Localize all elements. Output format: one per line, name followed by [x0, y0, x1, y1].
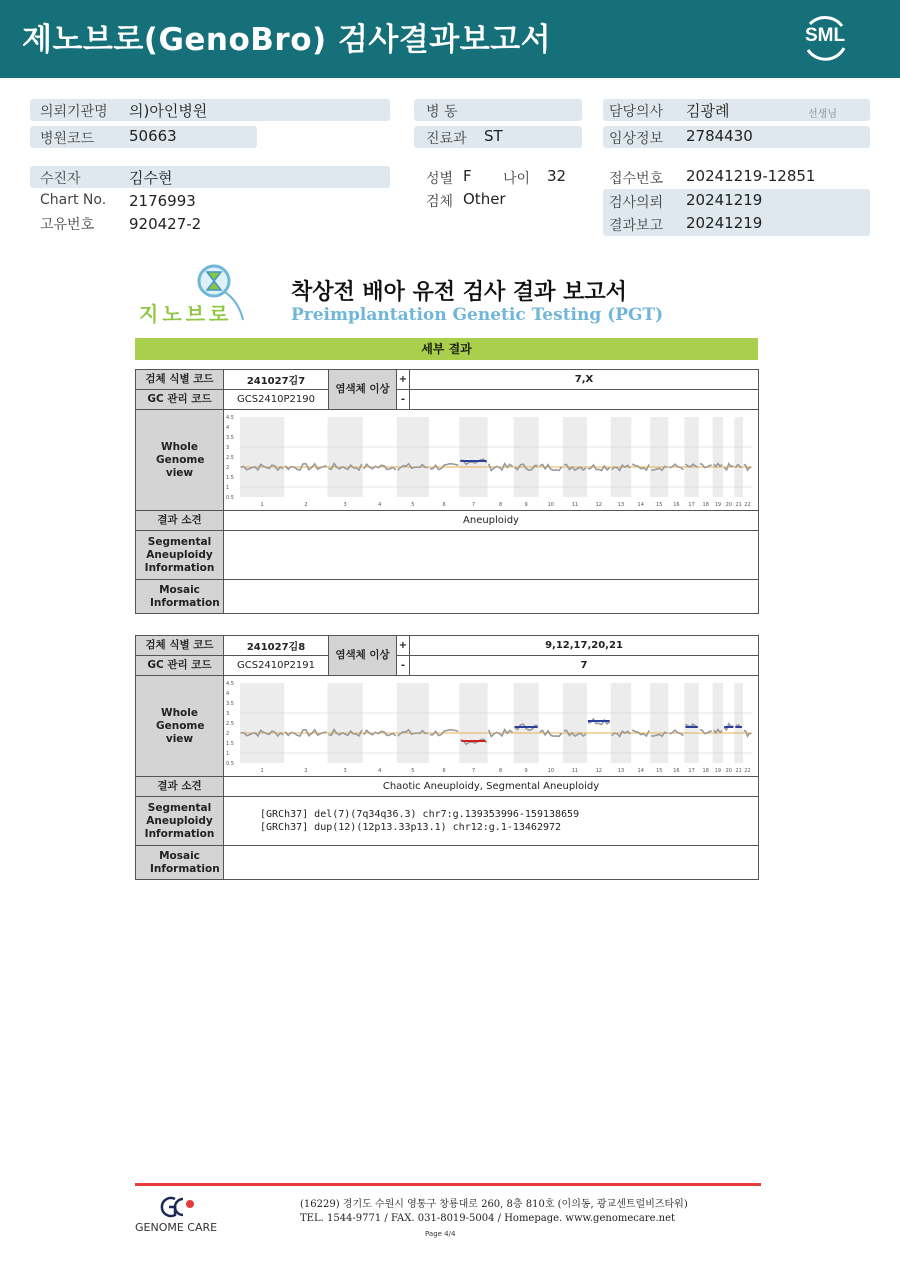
- clinical-label: 임상정보: [609, 131, 664, 147]
- chrom-abnormal-label: 염색체 이상: [329, 370, 397, 410]
- chrom-abnormal-label: 염색체 이상: [329, 636, 397, 676]
- segmental-label: Segmental Aneuploidy Information: [136, 531, 224, 580]
- loss-sign: -: [397, 656, 410, 676]
- unique-no-label: 고유번호: [40, 217, 95, 233]
- chromosome-band: [734, 417, 743, 497]
- footer-contact: TEL. 1544-9771 / FAX. 031-8019-5004 / Homepage. www.genomecare.net: [300, 1213, 676, 1224]
- whole-genome-label: Whole Genome view: [136, 410, 224, 511]
- y-tick-label: 3: [226, 710, 230, 717]
- chart-no-value: 2176993: [129, 192, 196, 210]
- sml-logo: [800, 12, 850, 62]
- hospital-code-label: 병원코드: [40, 131, 95, 147]
- specimen-label: 검체: [426, 194, 454, 210]
- y-tick-label: 4: [226, 424, 230, 431]
- x-tick-label: 13: [617, 501, 625, 508]
- x-tick-label: 22: [744, 501, 751, 508]
- segmental-line: [GRCh37] del(7)(7q34q36.3) chr7:g.139353996-159138659: [260, 809, 580, 820]
- section-header: 세부 결과: [135, 338, 758, 360]
- gc-code-value: GCS2410P2190: [224, 390, 329, 410]
- chromosome-band: [650, 417, 668, 497]
- request-value: 20241219: [686, 191, 763, 209]
- segmental-label: Segmental Aneuploidy Information: [136, 797, 224, 846]
- clinical-value: 2784430: [686, 127, 753, 145]
- report-subtitle: Preimplantation Genetic Testing (PGT): [291, 305, 664, 325]
- sample-code-label: 검체 식별 코드: [136, 636, 224, 656]
- ward-label: 병 동: [426, 104, 458, 120]
- genome-chart: [224, 677, 758, 776]
- x-tick-label: 2: [304, 501, 308, 508]
- mosaic-value: [224, 846, 759, 880]
- chromosome-band: [328, 683, 363, 763]
- x-tick-label: 7: [471, 501, 476, 508]
- chart-no-label: Chart No.: [40, 192, 107, 208]
- y-tick-label: 1.5: [226, 740, 234, 747]
- gc-code-value: GCS2410P2191: [224, 656, 329, 676]
- x-tick-label: 8: [499, 501, 503, 508]
- y-tick-label: 3.5: [226, 434, 234, 441]
- y-tick-label: 2: [226, 730, 230, 737]
- sml-logo-text: SML: [804, 25, 846, 46]
- y-tick-label: 4.5: [226, 414, 234, 421]
- chromosome-band: [684, 683, 698, 763]
- x-tick-label: 17: [688, 767, 695, 774]
- chromosome-band: [459, 683, 487, 763]
- chromosome-band: [563, 683, 587, 763]
- y-tick-label: 1.5: [226, 474, 234, 481]
- age-label: 나이: [503, 171, 531, 187]
- y-tick-label: 0.5: [226, 760, 234, 767]
- x-tick-label: 8: [499, 767, 503, 774]
- loss-sign: -: [397, 390, 410, 410]
- x-tick-label: 11: [571, 767, 579, 774]
- genome-care-logo-icon: [157, 1195, 199, 1219]
- gc-code-label: GC 관리 코드: [136, 390, 224, 410]
- chromosome-band: [650, 683, 668, 763]
- chromosome-band: [514, 417, 539, 497]
- footer-address-block: [300, 1198, 688, 1226]
- footer-divider: [135, 1183, 761, 1186]
- chromosome-band: [514, 683, 539, 763]
- request-label: 검사의뢰: [609, 195, 664, 211]
- sample-code-value: 241027김7: [224, 370, 329, 390]
- x-tick-label: 1: [260, 501, 264, 508]
- header-bar: [0, 0, 900, 78]
- x-tick-label: 18: [702, 767, 709, 774]
- x-tick-label: 19: [714, 767, 722, 774]
- chromosome-band: [397, 417, 429, 497]
- y-tick-label: 3: [226, 444, 230, 451]
- x-tick-label: 6: [442, 501, 446, 508]
- chromosome-band: [611, 683, 631, 763]
- x-tick-label: 4: [378, 767, 382, 774]
- result-label: 결과 소견: [136, 511, 224, 531]
- gain-sign: +: [397, 370, 410, 390]
- x-tick-label: 21: [735, 501, 742, 508]
- x-tick-label: 18: [702, 501, 709, 508]
- segmental-line: [GRCh37] dup(12)(12p13.33p13.1) chr12:g.1-13462972: [260, 822, 562, 833]
- genome-chart: [224, 411, 758, 510]
- sample-code-value: 241027김8: [224, 636, 329, 656]
- x-tick-label: 16: [673, 501, 680, 508]
- x-tick-label: 14: [637, 767, 644, 774]
- patient-label: 수진자: [40, 171, 81, 187]
- hospital-code-value: 50663: [129, 127, 177, 145]
- chromosome-band: [397, 683, 429, 763]
- chromosome-band: [734, 683, 743, 763]
- sample-table: [135, 635, 759, 880]
- x-tick-label: 21: [735, 767, 742, 774]
- institution-value: 의)아인병원: [129, 102, 208, 120]
- page-number: Page 4/4: [425, 1230, 456, 1238]
- x-tick-label: 9: [524, 501, 528, 508]
- result-value: Aneuploidy: [224, 511, 759, 531]
- x-tick-label: 10: [547, 501, 554, 508]
- x-tick-label: 9: [524, 767, 528, 774]
- chromosome-band: [240, 417, 284, 497]
- unique-no-value: 920427-2: [129, 215, 202, 233]
- chromosome-band: [713, 683, 723, 763]
- sample-code-label: 검체 식별 코드: [136, 370, 224, 390]
- gain-value: 9,12,17,20,21: [410, 636, 759, 656]
- x-tick-label: 20: [725, 501, 732, 508]
- x-tick-label: 4: [378, 501, 382, 508]
- loss-value: 7: [410, 656, 759, 676]
- y-tick-label: 2.5: [226, 454, 234, 461]
- x-tick-label: 13: [617, 767, 625, 774]
- x-tick-label: 22: [744, 767, 751, 774]
- age-value: 32: [547, 167, 567, 185]
- whole-genome-label: Whole Genome view: [136, 676, 224, 777]
- chromosome-band: [459, 417, 487, 497]
- copy-number-trace: [588, 465, 610, 471]
- genobro-logo-text: 지노브로: [139, 302, 233, 326]
- chromosome-band: [563, 417, 587, 497]
- genome-care-logo: [157, 1195, 199, 1219]
- x-tick-label: 2: [304, 767, 308, 774]
- page-title: 제노브로(GenoBro) 검사결과보고서: [22, 22, 552, 58]
- y-tick-label: 4.5: [226, 680, 234, 687]
- chromosome-band: [611, 417, 631, 497]
- department-value: ST: [484, 127, 503, 145]
- chromosome-band: [713, 417, 723, 497]
- sample-table: [135, 369, 759, 614]
- x-tick-label: 14: [637, 501, 644, 508]
- mosaic-value: [224, 580, 759, 614]
- x-tick-label: 15: [656, 501, 663, 508]
- y-tick-label: 3.5: [226, 700, 234, 707]
- doctor-value: 김광례: [686, 102, 730, 120]
- x-tick-label: 10: [547, 767, 554, 774]
- sex-value: F: [463, 167, 472, 185]
- gc-code-label: GC 관리 코드: [136, 656, 224, 676]
- x-tick-label: 1: [260, 767, 264, 774]
- x-tick-label: 16: [673, 767, 680, 774]
- patient-value: 김수현: [129, 169, 173, 187]
- x-tick-label: 6: [442, 767, 446, 774]
- info-bar: [30, 166, 390, 188]
- department-label: 진료과: [426, 131, 467, 147]
- genobro-logo: [135, 262, 250, 324]
- doctor-label: 담당의사: [609, 104, 664, 120]
- chromosome-band: [684, 417, 698, 497]
- gain-sign: +: [397, 636, 410, 656]
- x-tick-label: 17: [688, 501, 695, 508]
- x-tick-label: 15: [656, 767, 663, 774]
- x-tick-label: 5: [411, 501, 415, 508]
- y-tick-label: 2.5: [226, 720, 234, 727]
- report-date-value: 20241219: [686, 214, 763, 232]
- x-tick-label: 20: [725, 767, 732, 774]
- mosaic-label: Mosaic Information: [136, 846, 224, 880]
- result-label: 결과 소견: [136, 777, 224, 797]
- sex-label: 성별: [426, 171, 454, 187]
- x-tick-label: 3: [343, 767, 347, 774]
- result-value: Chaotic Aneuploidy, Segmental Aneuploidy: [224, 777, 759, 797]
- loss-value: [410, 390, 759, 410]
- x-tick-label: 12: [595, 767, 603, 774]
- y-tick-label: 2: [226, 464, 230, 471]
- x-tick-label: 3: [343, 501, 347, 508]
- specimen-value: Other: [463, 190, 506, 208]
- gain-value: 7,X: [410, 370, 759, 390]
- y-tick-label: 0.5: [226, 494, 234, 501]
- x-tick-label: 19: [714, 501, 722, 508]
- x-tick-label: 5: [411, 767, 415, 774]
- y-tick-label: 1: [226, 750, 230, 757]
- genome-care-text: GENOME CARE: [135, 1221, 218, 1234]
- receipt-value: 20241219-12851: [686, 167, 816, 185]
- x-tick-label: 12: [595, 501, 603, 508]
- x-tick-label: 11: [571, 501, 579, 508]
- mosaic-label: Mosaic Information: [136, 580, 224, 614]
- x-tick-label: 7: [471, 767, 476, 774]
- report-title: 착상전 배아 유전 검사 결과 보고서: [291, 280, 627, 305]
- chromosome-band: [240, 683, 284, 763]
- footer-address: (16229) 경기도 수원시 영통구 창룡대로 260, 8층 810호 (이의동, 광교센트럴비즈타워): [300, 1199, 688, 1210]
- y-tick-label: 1: [226, 484, 230, 491]
- report-date-label: 결과보고: [609, 218, 664, 234]
- receipt-label: 접수번호: [609, 171, 664, 187]
- y-tick-label: 4: [226, 690, 230, 697]
- institution-label: 의뢰기관명: [40, 104, 108, 120]
- doctor-suffix: 선생님: [808, 109, 837, 120]
- chromosome-band: [328, 417, 363, 497]
